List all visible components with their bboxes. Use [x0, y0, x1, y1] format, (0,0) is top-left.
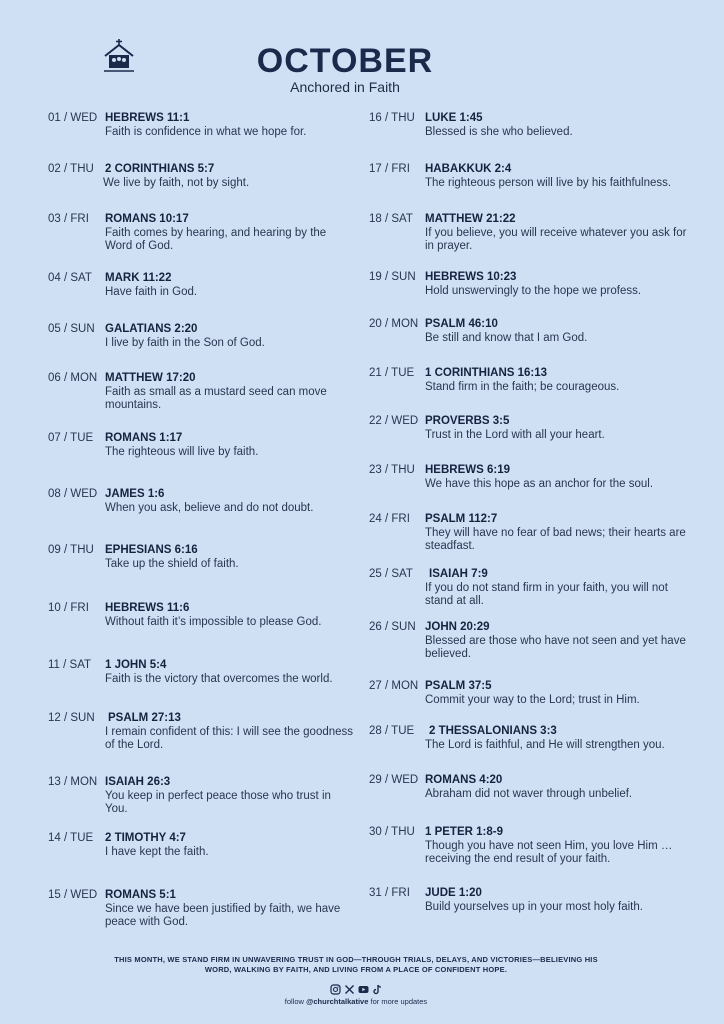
entry-date: 10 / FRI	[48, 602, 89, 614]
entry-verse: When you ask, believe and do not doubt.	[105, 502, 314, 514]
entry-verse: Faith as small as a mustard seed can move mountains.	[105, 386, 327, 411]
entry-verse: I live by faith in the Son of God.	[105, 337, 265, 349]
entry-verse: The righteous will live by faith.	[105, 446, 259, 458]
entry-verse: The righteous person will live by his faithfulness.	[425, 177, 672, 189]
entry-date: 23 / THU	[369, 464, 415, 476]
entry-date: 18 / SAT	[369, 213, 413, 225]
entry-verse: Stand firm in the faith; be courageous.	[425, 381, 620, 393]
entry-date: 29 / WED	[369, 774, 419, 786]
entry-verse: If you believe, you will receive whatever you ask for in prayer.	[425, 227, 687, 252]
entry-reference: PSALM 27:13	[108, 712, 181, 724]
entry-date: 03 / FRI	[48, 213, 89, 225]
entry-verse: Abraham did not waver through unbelief.	[425, 788, 633, 800]
entry-reference: ROMANS 4:20	[425, 774, 503, 786]
entry-verse: Faith is confidence in what we hope for.	[105, 126, 307, 138]
entry-date: 02 / THU	[48, 163, 94, 175]
entry-verse: Faith comes by hearing, and hearing by the Word of God.	[105, 227, 327, 252]
entry-verse: We live by faith, not by sight.	[103, 177, 250, 189]
entry-reference: 2 CORINTHIANS 5:7	[105, 163, 215, 175]
entry-reference: MATTHEW 21:22	[425, 213, 516, 225]
entry-reference: 2 TIMOTHY 4:7	[105, 832, 186, 844]
follow-line	[0, 997, 712, 1006]
entry-date: 16 / THU	[369, 112, 415, 124]
entry-date: 01 / WED	[48, 112, 98, 124]
entry-reference: PSALM 112:7	[425, 513, 498, 525]
entry-verse: Hold unswervingly to the hope we profess.	[425, 285, 642, 297]
entry-date: 28 / TUE	[369, 725, 415, 737]
entry-verse: Have faith in God.	[105, 286, 198, 298]
entry-verse: Blessed is she who believed.	[425, 126, 573, 138]
entry-date: 19 / SUN	[369, 271, 416, 283]
monthly-statement: THIS MONTH, WE STAND FIRM IN UNWAVERING TRUST IN GOD—THROUGH TRIALS, DELAYS, AND VICTORIES—BELIEVING HIS WORD, WALKING BY FAITH, AND LIVING FROM A PLACE OF CONFIDENT HOPE.	[114, 955, 598, 974]
entry-reference: 1 JOHN 5:4	[105, 659, 167, 671]
entry-date: 14 / TUE	[48, 832, 94, 844]
youtube-icon[interactable]	[358, 984, 369, 995]
entry-reference: HABAKKUK 2:4	[425, 163, 512, 175]
entry-date: 06 / MON	[48, 372, 98, 384]
entry-verse: We have this hope as an anchor for the soul.	[425, 478, 654, 490]
entry-date: 11 / SAT	[48, 659, 92, 671]
follow-suffix: for more updates	[368, 997, 428, 1006]
entry-reference: EPHESIANS 6:16	[105, 544, 198, 556]
instagram-icon[interactable]	[330, 984, 341, 995]
page-subtitle: Anchored in Faith	[290, 79, 400, 95]
x-icon[interactable]	[344, 984, 355, 995]
entry-reference: MARK 11:22	[105, 272, 172, 284]
entry-reference: LUKE 1:45	[425, 112, 483, 124]
entry-date: 26 / SUN	[369, 621, 416, 633]
entry-date: 04 / SAT	[48, 272, 92, 284]
entry-reference: JAMES 1:6	[105, 488, 165, 500]
entry-reference: JOHN 20:29	[425, 621, 490, 633]
social-links	[0, 984, 712, 995]
entry-verse: They will have no fear of bad news; their hearts are steadfast.	[425, 527, 686, 552]
entry-date: 09 / THU	[48, 544, 94, 556]
entry-verse: Trust in the Lord with all your heart.	[425, 429, 605, 441]
entry-date: 08 / WED	[48, 488, 98, 500]
entry-verse: Without faith it’s impossible to please God.	[105, 616, 322, 628]
entry-verse: Since we have been justified by faith, we have peace with God.	[105, 903, 341, 928]
entry-verse: Take up the shield of faith.	[105, 558, 239, 570]
entry-verse: Though you have not seen Him, you love Him … receiving the end result of your faith.	[425, 840, 673, 865]
entry-reference: 1 CORINTHIANS 16:13	[425, 367, 548, 379]
entry-reference: ROMANS 5:1	[105, 889, 176, 901]
entry-date: 21 / TUE	[369, 367, 415, 379]
entry-reference: ROMANS 10:17	[105, 213, 189, 225]
social-handle[interactable]: @churchtalkative	[306, 997, 369, 1006]
follow-prefix: follow	[284, 997, 307, 1006]
entry-verse: Build yourselves up in your most holy faith.	[425, 901, 643, 913]
entry-date: 22 / WED	[369, 415, 419, 427]
entry-reference: 2 THESSALONIANS 3:3	[429, 725, 557, 737]
entry-verse: You keep in perfect peace those who trust in You.	[105, 790, 331, 815]
entry-date: 31 / FRI	[369, 887, 410, 899]
entry-reference: GALATIANS 2:20	[105, 323, 198, 335]
entry-date: 05 / SUN	[48, 323, 95, 335]
entry-date: 13 / MON	[48, 776, 98, 788]
entry-date: 12 / SUN	[48, 712, 95, 724]
entry-verse: I remain confident of this: I will see the goodness of the Lord.	[105, 726, 354, 751]
entry-reference: PSALM 37:5	[425, 680, 492, 692]
entry-reference: PROVERBS 3:5	[425, 415, 510, 427]
entry-reference: PSALM 46:10	[425, 318, 498, 330]
entry-reference: HEBREWS 11:6	[105, 602, 190, 614]
entry-verse: Be still and know that I am God.	[425, 332, 588, 344]
entry-reference: ISAIAH 26:3	[105, 776, 171, 788]
entry-reference: HEBREWS 6:19	[425, 464, 510, 476]
entry-verse: If you do not stand firm in your faith, you will not stand at all.	[425, 582, 668, 607]
entry-date: 24 / FRI	[369, 513, 410, 525]
entry-date: 15 / WED	[48, 889, 98, 901]
entry-reference: ROMANS 1:17	[105, 432, 183, 444]
entry-date: 30 / THU	[369, 826, 415, 838]
entry-reference: 1 PETER 1:8-9	[425, 826, 503, 838]
entry-verse: Faith is the victory that overcomes the world.	[105, 673, 333, 685]
entry-reference: MATTHEW 17:20	[105, 372, 196, 384]
entry-reference: HEBREWS 11:1	[105, 112, 190, 124]
page-title: OCTOBER	[256, 42, 434, 80]
entry-verse: The Lord is faithful, and He will strengthen you.	[425, 739, 665, 751]
tiktok-icon[interactable]	[372, 984, 383, 995]
entry-verse: I have kept the faith.	[105, 846, 209, 858]
entry-date: 17 / FRI	[369, 163, 410, 175]
entry-verse: Blessed are those who have not seen and yet have believed.	[425, 635, 686, 660]
entry-date: 07 / TUE	[48, 432, 94, 444]
entry-reference: JUDE 1:20	[425, 887, 482, 899]
entry-verse: Commit your way to the Lord; trust in Him.	[425, 694, 640, 706]
entry-date: 20 / MON	[369, 318, 419, 330]
entry-reference: HEBREWS 10:23	[425, 271, 517, 283]
entry-date: 25 / SAT	[369, 568, 413, 580]
entry-reference: ISAIAH 7:9	[429, 568, 488, 580]
entry-date: 27 / MON	[369, 680, 419, 692]
